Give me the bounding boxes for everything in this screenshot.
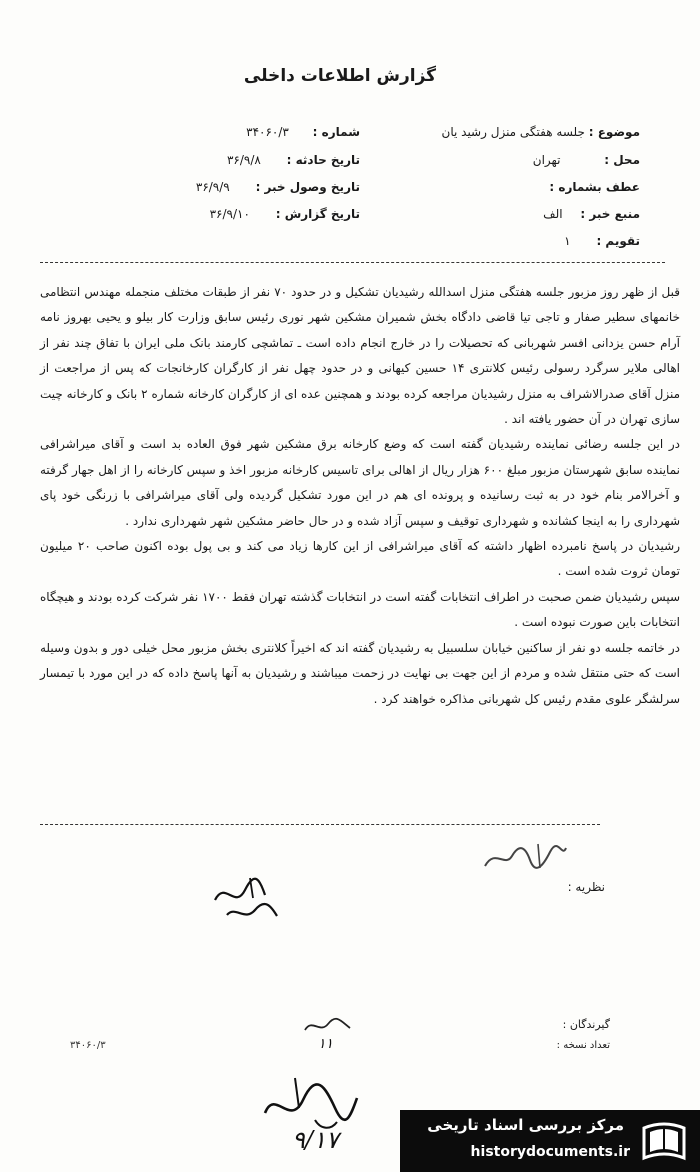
attachment-label: عطف بشماره : xyxy=(549,180,640,194)
event-date-label: تاریخ حادثه : xyxy=(286,153,360,167)
attachment-line xyxy=(549,180,640,194)
assessment-value: ۱ xyxy=(564,234,571,248)
place-value: تهران xyxy=(532,153,561,167)
handwritten-number: ۹/۱۷ xyxy=(292,1126,339,1154)
opinion-label: نظریه : xyxy=(567,880,605,894)
source-line xyxy=(543,207,640,221)
copy-count-label: تعداد نسخه : xyxy=(556,1040,610,1051)
received-date-line xyxy=(196,180,360,194)
report-date-line xyxy=(210,207,360,221)
number-line xyxy=(246,125,360,139)
report-body xyxy=(40,280,680,712)
place-line xyxy=(533,153,640,167)
archive-logo-icon xyxy=(640,1118,688,1164)
paragraph: در این جلسه رضائی نماینده رشیدیان گفته است که وضع کارخانه برق مشکین شهر فوق العاده بد است و آقای میراشرافی نماینده سابق شهرستان مزبور مبلغ ۶۰۰ هزار ریال از اهالی برای تاسیس کارخانه مزبور اخذ و سپس کارخانه را از اهل جهار گرفته و آخرالامر بنام خود در به ثبت رسانیده و پرونده ای هم در این مورد تشکیل گردیده ولی آقای میراشرافی با زرنگی خود پای شهرداری را به اینجا کشانده و شهرداری توقیف و سپس آزاد شده و در حال حاضر مشکین شهر شهرداری ندارد . xyxy=(40,437,680,528)
paragraph: قبل از ظهر روز مزبور جلسه هفتگی منزل اسدالله رشیدیان تشکیل و در حدود ۷۰ نفر از طبقات مختلف منجمله مهندس انتظامی خانمهای سطیر صفار و تاجی تیا قاضی دادگاه بخش شمیران مشکین شهر نوری رئیس سابق وزارت کار بیلو و یحیی بهروز نامه آرام حسن یزدانی افسر شهربانی که تحصیلات را در خارج انجام داده است ـ تماشچی کارمند بانک ملی ایران با تفاق چند نفر از اهالی ملایر سرگرد رسولی رئیس کلانتری ۱۴ حسین کیهانی و در حدود چهل نفر از کارگران کارخانجات که پس از مراجعت از منزل آقای صدرالاشراف به منزل رشیدیان مراجعه کرده بودند و همچنین عده ای از کارگران کارخانه شماره ۲ بانک و کارخانه چیت سازی تهران در آن حضور یافته اند . xyxy=(40,285,681,427)
paragraph: در خاتمه جلسه دو نفر از ساکنین خیابان سلسبیل به رشیدیان گفته اند که اخیراً کلانتری بخش مزبور محل خیلی دور و بدون وسیله است که حتی منتقل شده و مردم از این جهت بی نهایت در زحمت میباشند و رشیدیان به آنها پاسخ داده که در این مورد با تیمسار سرلشگر علوی مقدم رئیس کل شهربانی مذاکره خواهند کرد . xyxy=(40,640,680,706)
subject-value: جلسه هفتگی منزل رشید یان xyxy=(441,125,585,139)
number-value: ۳۴۰۶۰/۳ xyxy=(246,125,289,139)
paragraph: رشیدیان در پاسخ نامبرده اظهار داشته که آقای میراشرافی از این کارها زیاد می کند و بی پول بوده اکنون صاحب ۲۰ میلیون تومان ثروت شده است . xyxy=(40,539,680,579)
place-label: محل : xyxy=(604,153,640,167)
source-label: منبع خبر : xyxy=(580,207,640,221)
header-separator xyxy=(40,262,665,263)
recipients-label: گیرندگان : xyxy=(562,1018,610,1031)
report-date-value: ۳۶/۹/۱۰ xyxy=(209,207,250,221)
initials-signature xyxy=(300,1010,360,1060)
body-end-separator xyxy=(40,824,600,825)
watermark-org-name: مرکز بررسی اسناد تاریخی xyxy=(427,1116,624,1134)
watermark-logo xyxy=(400,1110,700,1172)
received-date-value: ۳۶/۹/۹ xyxy=(195,180,230,194)
handwritten-note: ۱۱ xyxy=(318,1036,334,1052)
watermark-url: historydocuments.ir xyxy=(470,1144,630,1160)
event-date-value: ۳۶/۹/۸ xyxy=(226,153,261,167)
subject-line xyxy=(442,125,640,139)
file-number: ۳۴۰۶۰/۳ xyxy=(70,1040,106,1051)
report-date-label: تاریخ گزارش : xyxy=(275,207,360,221)
document-title: گزارش اطلاعات داخلی xyxy=(243,66,437,86)
assessment-label: تقویم : xyxy=(596,234,640,248)
paragraph: سپس رشیدیان ضمن صحبت در اطراف انتخابات گفته است در انتخابات گذشته تهران فقط ۱۷۰۰ نفر شرکت کرده بودند و هیچگاه انتخابات باین صورت نبوده است . xyxy=(40,589,680,630)
assessment-line xyxy=(564,234,640,248)
reporter-signature xyxy=(480,838,570,878)
received-date-label: تاریخ وصول خبر : xyxy=(255,180,360,194)
source-value: الف xyxy=(543,207,563,221)
opinion-signature xyxy=(205,870,285,930)
subject-label: موضوع : xyxy=(588,125,640,139)
event-date-line xyxy=(227,153,360,167)
number-label: شماره : xyxy=(312,125,360,139)
